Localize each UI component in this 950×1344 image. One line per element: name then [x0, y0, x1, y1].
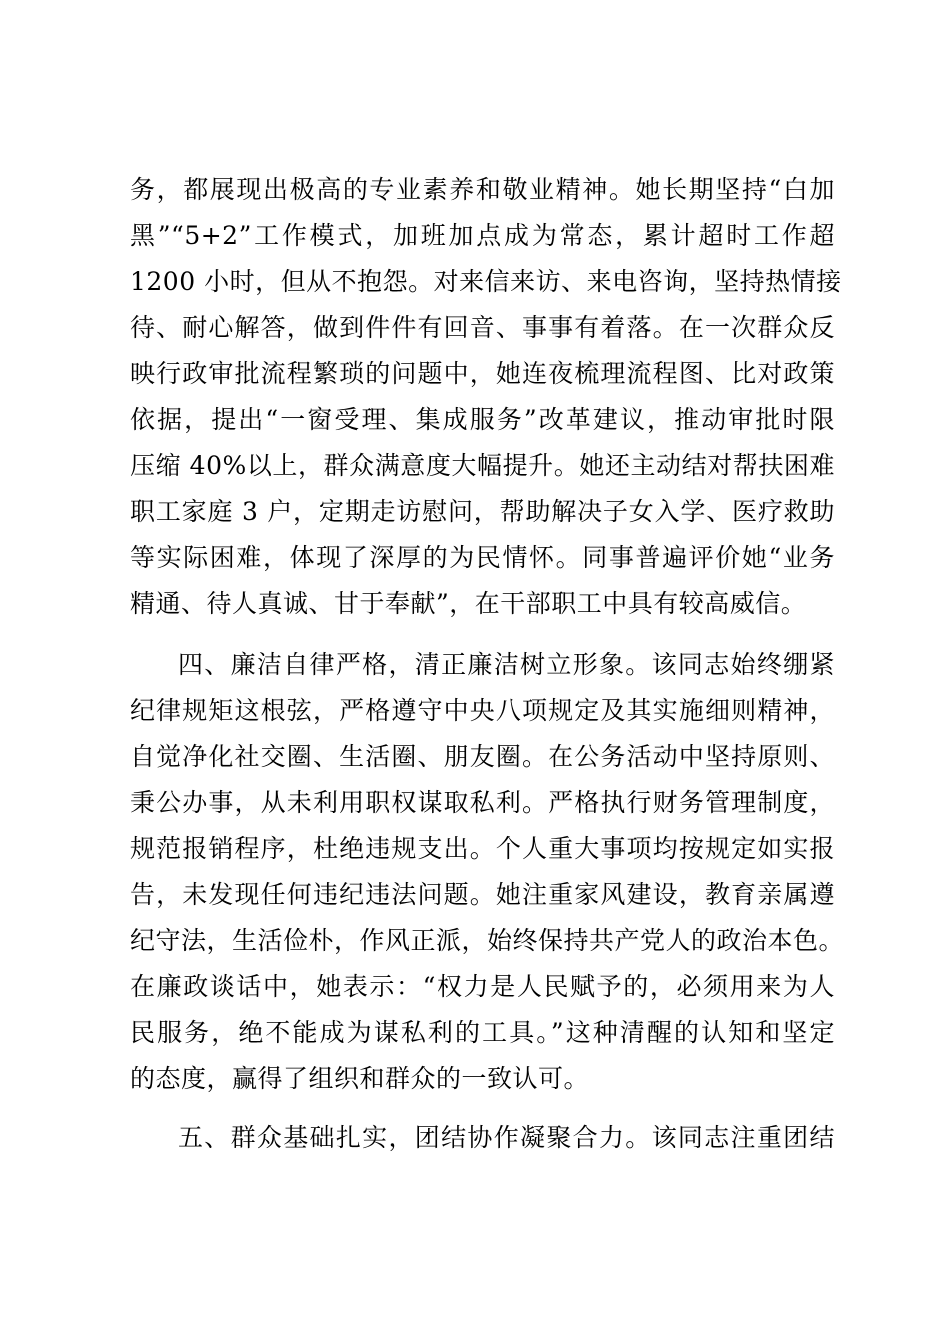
text-line: 压缩 40%以上，群众满意度大幅提升。她还主动结对帮扶困难 — [130, 451, 835, 480]
text-line: 黑”“5+2”工作模式，加班加点成为常态，累计超时工作超 — [130, 221, 835, 250]
text-line: 在廉政谈话中，她表示：“权力是人民赋予的，必须用来为人 — [130, 972, 835, 1001]
text-line: 纪守法，生活俭朴，作风正派，始终保持共产党人的政治本色。 — [130, 926, 845, 955]
text-line: 依据，提出“一窗受理、集成服务”改革建议，推动审批时限 — [130, 405, 835, 434]
text-line: 纪律规矩这根弦，严格遵守中央八项规定及其实施细则精神， — [130, 696, 835, 725]
text-line: 精通、待人真诚、甘于奉献”，在干部职工中具有较高威信。 — [130, 589, 807, 618]
text-line: 映行政审批流程繁琐的问题中，她连夜梳理流程图、比对政策 — [130, 359, 835, 388]
text-line: 职工家庭 3 户，定期走访慰问，帮助解决子女入学、医疗救助 — [130, 497, 835, 526]
section-heading-line: 五、群众基础扎实，团结协作凝聚合力。该同志注重团结 — [178, 1123, 835, 1152]
text-line: 1200 小时，但从不抱怨。对来信来访、来电咨询，坚持热情接 — [130, 267, 842, 296]
text-line: 规范报销程序，杜绝违规支出。个人重大事项均按规定如实报 — [130, 834, 835, 863]
text-line: 的态度，赢得了组织和群众的一致认可。 — [130, 1064, 590, 1093]
text-line: 秉公办事，从未利用职权谋取私利。严格执行财务管理制度， — [130, 788, 835, 817]
text-line: 告，未发现任何违纪违法问题。她注重家风建设，教育亲属遵 — [130, 880, 835, 909]
paragraph-service-dedication — [130, 167, 842, 627]
text-line: 务，都展现出极高的专业素养和敬业精神。她长期坚持“白加 — [130, 175, 835, 204]
paragraph-integrity — [130, 642, 845, 1102]
text-line: 自觉净化社交圈、生活圈、朋友圈。在公务活动中坚持原则、 — [130, 742, 835, 771]
text-line: 等实际困难，体现了深厚的为民情怀。同事普遍评价她“业务 — [130, 543, 835, 572]
text-line: 待、耐心解答，做到件件有回音、事事有着落。在一次群众反 — [130, 313, 835, 342]
paragraph-teamwork — [130, 1115, 835, 1161]
section-heading-line: 四、廉洁自律严格，清正廉洁树立形象。该同志始终绷紧 — [178, 650, 835, 679]
text-line: 民服务，绝不能成为谋私利的工具。”这种清醒的认知和坚定 — [130, 1018, 835, 1047]
